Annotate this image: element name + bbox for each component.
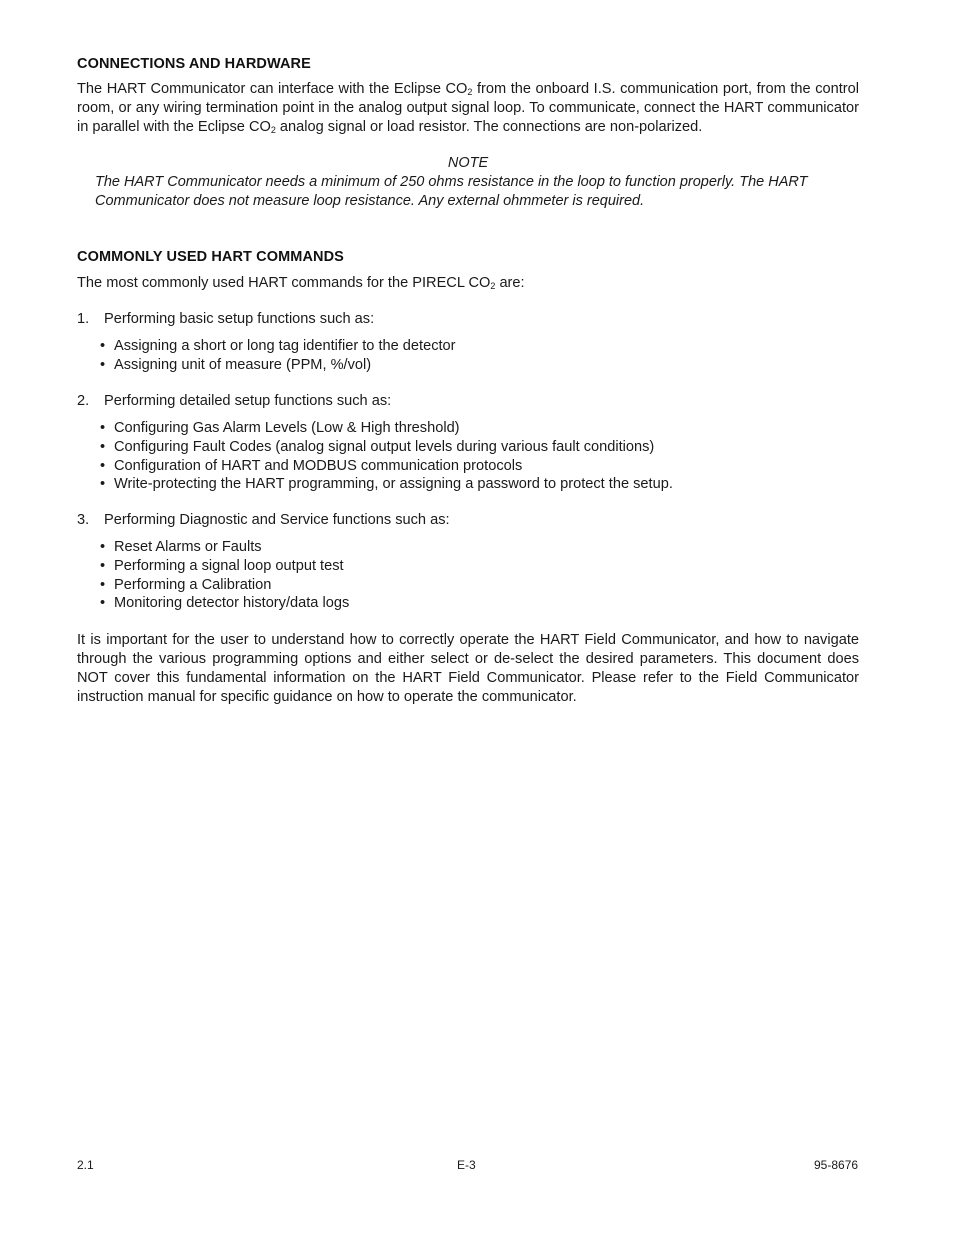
bullet-icon: • <box>100 539 106 555</box>
footer-revision: 2.1 <box>77 1158 94 1172</box>
commands-intro: The most commonly used HART commands for the PIRECL $CO_2$ are: <box>77 275 525 291</box>
bullet-icon: • <box>100 438 106 455</box>
bullet-icon: • <box>100 338 106 354</box>
list-item-2: 2. Performing detailed setup functions such as: <box>77 393 392 409</box>
bullet-item: • Performing a signal loop output test <box>100 557 344 574</box>
bullet-item: • Write-protecting the HART programming, or assigning a password to protect the setup. <box>100 476 673 493</box>
connections-paragraph: The HART Communicator can interface with the Eclipse $CO_2$ from the onboard I.S. communication port, from the control room, or any wiring termination point in the analog output signal loop. To communicate, connect the HART communicator in parallel with the Eclipse $CO_2$ analog signal or load resistor. The connections are non-polarized. <box>77 81 859 135</box>
bullet-item: • Assigning unit of measure (PPM, %/vol) <box>100 356 372 373</box>
bullet-item: • Monitoring detector history/data logs <box>100 595 350 612</box>
bullet-icon: • <box>100 576 106 593</box>
connections-heading: CONNECTIONS AND HARDWARE <box>77 56 311 72</box>
bullet-item: • Reset Alarms or Faults <box>100 539 262 555</box>
bullet-list-2 <box>100 419 673 494</box>
note-text: The HART Communicator needs a minimum of 250 ohms resistance in the loop to function properly. The HART Communicator does not measure loop resistance. Any external ohmmeter is required. <box>95 174 808 209</box>
bullet-icon: • <box>100 595 106 612</box>
footer-page-number: E-3 <box>457 1158 476 1172</box>
bullet-item: • Assigning a short or long tag identifier to the detector <box>100 338 456 354</box>
bullet-item: • Configuring Fault Codes (analog signal output levels during various fault conditions) <box>100 438 655 455</box>
bullet-list-1 <box>100 337 456 375</box>
bullet-icon: • <box>100 420 106 436</box>
closing-paragraph: It is important for the user to understand how to correctly operate the HART Field Communicator, and how to navigate through the various programming options and either select or de-select the desired parameters. This document does NOT cover this fundamental information on the HART Field Communicator. Please refer to the Field Communicator instruction manual for specific guidance on how to operate the communicator. <box>77 632 859 705</box>
bullet-icon: • <box>100 476 106 493</box>
bullet-icon: • <box>100 557 106 574</box>
bullet-item: • Performing a Calibration <box>100 576 272 593</box>
bullet-icon: • <box>100 356 106 373</box>
list-item-1: 1. Performing basic setup functions such as: <box>77 311 375 327</box>
bullet-item: • Configuring Gas Alarm Levels (Low & High threshold) <box>100 420 460 436</box>
commands-heading: COMMONLY USED HART COMMANDS <box>77 249 344 265</box>
footer-document-number: 95-8676 <box>814 1158 859 1172</box>
note-title: NOTE <box>447 155 489 171</box>
bullet-icon: • <box>100 457 106 474</box>
bullet-list-3 <box>100 538 349 613</box>
bullet-item: • Configuration of HART and MODBUS communication protocols <box>100 457 523 474</box>
list-item-3: 3. Performing Diagnostic and Service functions such as: <box>77 512 450 528</box>
